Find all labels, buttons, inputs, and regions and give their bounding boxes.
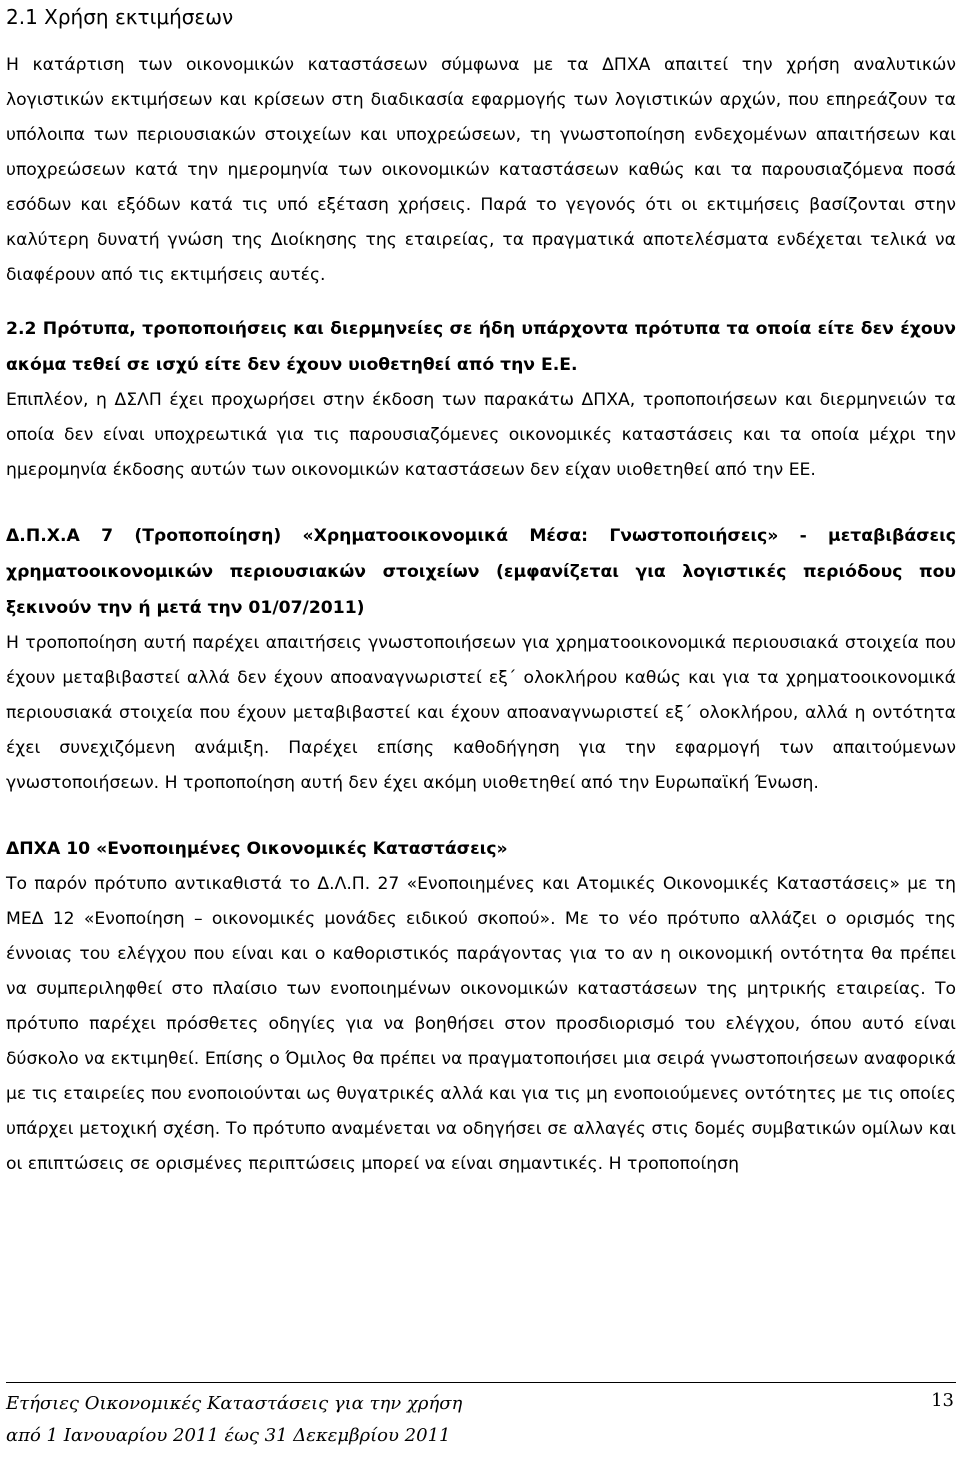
footer-period: από 1 Ιανουαρίου 2011 έως 31 Δεκεμβρίου 2011 [6,1425,451,1446]
footer-divider [6,1382,956,1383]
page-number: 13 [931,1390,954,1411]
footer-report-title: Ετήσιες Οικονομικές Καταστάσεις για την χρήση [6,1393,463,1414]
heading-dpxa-10: ΔΠΧΑ 10 «Ενοποιημένες Οικονομικές Καταστάσεις» [6,839,508,859]
section-title-2-2: 2.2 Πρότυπα, τροποποιήσεις και διερμηνείες σε ήδη υπάρχοντα πρότυπα τα οποία είτε δεν έχουν ακόμα τεθεί σε ισχύ είτε δεν έχουν υιοθετηθεί από την Ε.Ε. [6,319,956,375]
page-footer [6,1382,956,1452]
section-title-2-1: 2.1 Χρήση εκτιμήσεων [6,5,234,29]
heading-dpxa-7: Δ.Π.Χ.Α 7 (Τροποποίηση) «Χρηματοοικονομικά Μέσα: Γνωστοποιήσεις» - μεταβιβάσεις χρηματοοικονομικών περιουσιακών στοιχείων (εμφανίζεται για λογιστικές περιόδους που ξεκινούν την ή μετά την 01/07/2011) [6,526,956,618]
paragraph-standards-intro: Επιπλέον, η ΔΣΛΠ έχει προχωρήσει στην έκδοση των παρακάτω ΔΠΧΑ, τροποποιήσεων και διερμηνειών τα οποία δεν είναι υποχρεωτικά για τις παρουσιαζόμενες οικονομικές καταστάσεις και τα οποία μέχρι την ημερομηνία έκδοσης αυτών των οικονομικών καταστάσεων δεν είχαν υιοθετηθεί από την ΕΕ. [6,390,956,480]
paragraph-dpxa-7: Η τροποποίηση αυτή παρέχει απαιτήσεις γνωστοποιήσεων για χρηματοοικονομικά περιουσιακά στοιχεία που έχουν μεταβιβαστεί αλλά δεν έχουν αποαναγνωριστεί εξ΄ ολοκλήρου καθώς και για τα χρηματοοικονομικά περιουσιακά στοιχεία που έχουν μεταβιβαστεί και έχουν αποαναγνωριστεί εξ΄ ολοκλήρου, αλλά η οντότητα έχει συνεχιζόμενη ανάμιξη. Παρέχει επίσης καθοδήγηση για την εφαρμογή των απαιτούμενων γνωστοποιήσεων. Η τροποποίηση αυτή δεν έχει ακόμη υιοθετηθεί από την Ευρωπαϊκή Ένωση. [6,633,956,793]
paragraph-estimates: Η κατάρτιση των οικονομικών καταστάσεων σύμφωνα με τα ΔΠΧΑ απαιτεί την χρήση αναλυτικών λογιστικών εκτιμήσεων και κρίσεων στη διαδικασία εφαρμογής των λογιστικών αρχών, που επηρεάζουν τα υπόλοιπα των περιουσιακών στοιχείων και υποχρεώσεων, τη γνωστοποίηση ενδεχομένων απαιτήσεων και υποχρεώσεων κατά την ημερομηνία των οικονομικών καταστάσεων καθώς και τα παρουσιαζόμενα ποσά εσόδων και εξόδων κατά τις υπό εξέταση χρήσεις. Παρά το γεγονός ότι οι εκτιμήσεις βασίζονται στην καλύτερη δυνατή γνώση της Διοίκησης της εταιρείας, τα πραγματικά αποτελέσματα ενδέχεται τελικά να διαφέρουν από τις εκτιμήσεις αυτές. [6,55,956,285]
paragraph-dpxa-10: Το παρόν πρότυπο αντικαθιστά το Δ.Λ.Π. 27 «Ενοποιημένες και Ατομικές Οικονομικές Καταστάσεις» με τη ΜΕΔ 12 «Ενοποίηση – οικονομικές μονάδες ειδικού σκοπού». Με το νέο πρότυπο αλλάζει ο ορισμός της έννοιας του ελέγχου που είναι και ο καθοριστικός παράγοντας για το αν η οικονομική οντότητα θα πρέπει να συμπεριληφθεί στο πλαίσιο των ενοποιημένων οικονομικών καταστάσεων της μητρικής εταιρείας. Το πρότυπο παρέχει πρόσθετες οδηγίες για να βοηθήσει στον προσδιορισμό του ελέγχου, όπου αυτό είναι δύσκολο να εκτιμηθεί. Επίσης ο Όμιλος θα πρέπει να πραγματοποιήσει μια σειρά γνωστοποιήσεων αναφορικά με τις εταιρείες που ενοποιούνται ως θυγατρικές αλλά και για τις μη ενοποιούμενες οντότητες με τις οποίες υπάρχει μετοχική σχέση. Το πρότυπο αναμένεται να οδηγήσει σε αλλαγές στις δομές συμβατικών ομίλων και οι επιπτώσεις σε ορισμένες περιπτώσεις μπορεί να είναι σημαντικές. Η τροποποίηση [6,874,956,1174]
document-page [6,0,956,1182]
